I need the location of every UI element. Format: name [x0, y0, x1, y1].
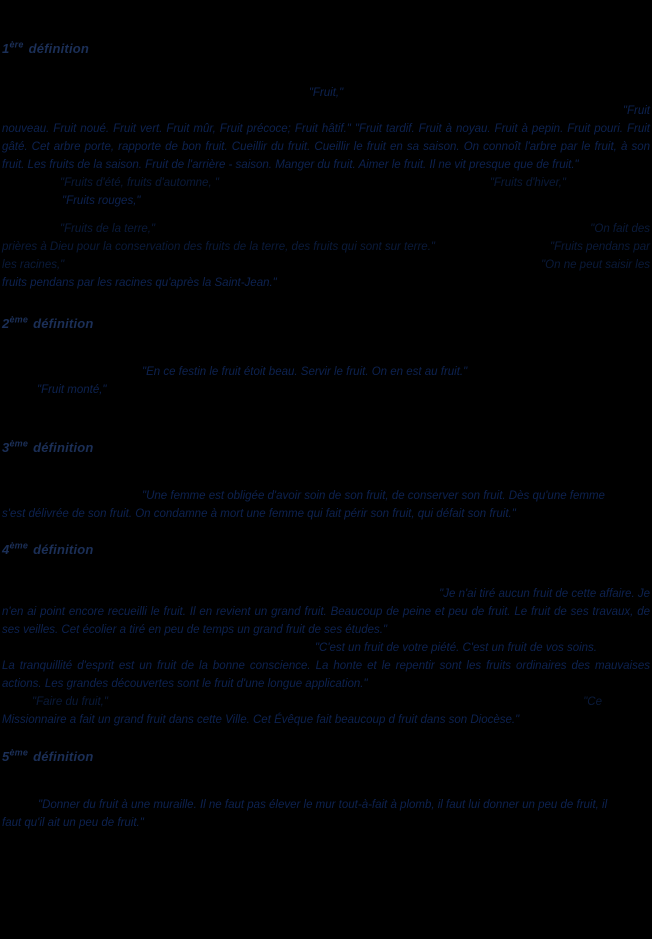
definition-heading-1	[0, 40, 652, 56]
top-spacer	[0, 0, 652, 40]
spacer	[0, 729, 652, 747]
entry-line: faut qu'il ait un peu de fruit."	[2, 816, 144, 829]
entry-paragraph: La tranquillité d'esprit est un fruit de la bonne conscience. La honte et le repentir sont les fruits ordinaires des mauvaises actions. Les grandes découvertes sont le fruit d'une longue application."	[2, 660, 650, 691]
entry-line: "Donner du fruit à une muraille. Il ne faut pas élever le mur tout-à-fait à plomb, il faut lui donner un peu de fruit, il	[38, 798, 608, 811]
spacer	[0, 331, 652, 363]
spacer	[0, 523, 652, 541]
definition-label-2: définition	[33, 315, 94, 331]
definition-heading-3	[0, 439, 652, 455]
spacer	[0, 764, 652, 796]
entry-line: "Fruit monté,"	[37, 383, 107, 396]
entry-line-split	[0, 238, 652, 256]
definition-heading-4	[0, 541, 652, 557]
definition-label-3: définition	[33, 439, 94, 455]
entry-line-split	[0, 256, 652, 274]
spacer	[0, 455, 652, 487]
entry-segment: "On ne peut saisir les	[541, 259, 650, 272]
entry-line: "Je n'ai tiré aucun fruit de cette affaire. Je	[439, 588, 650, 601]
entry-segment: "Ce	[583, 696, 602, 709]
entry-segment: les racines,"	[2, 259, 65, 272]
entry-segment: "Fruits de la terre,"	[60, 223, 156, 236]
definition-ordinal-3: 3ème	[2, 438, 29, 455]
entry-line: "Fruits rouges,"	[62, 195, 141, 208]
entry-line: "Une femme est obligée d'avoir soin de son fruit, de conserver son fruit. Dès qu'une femme	[142, 489, 605, 502]
entry-line-split	[0, 220, 652, 238]
entry-segment: "Fruits pendans par	[550, 241, 650, 254]
definition-label-5: définition	[33, 748, 94, 764]
entry-line: s'est délivrée de son fruit. On condamne à mort une femme qui fait périr son fruit, qui défait son fruit."	[2, 507, 516, 520]
entry-line: "Fruit,"	[308, 87, 344, 100]
entry-paragraph: n'en ai point encore recueilli le fruit. Il en revient un grand fruit. Beaucoup de peine et peu de fruit. Le fruit de ses travaux, de ses veilles. Cet écolier a tiré en peu de temps un grand fruit de ses études."	[2, 606, 650, 637]
entry-line-split	[0, 174, 652, 192]
definition-ordinal-5: 5ème	[2, 747, 29, 764]
definition-label-4: définition	[33, 542, 94, 558]
entry-line: "Fruit	[622, 105, 650, 118]
spacer	[0, 56, 652, 84]
spacer	[0, 210, 652, 220]
entry-line: "C'est un fruit de votre piété. C'est un fruit de vos soins.	[314, 642, 597, 655]
definition-ordinal-4: 4ème	[2, 540, 29, 558]
entry-segment: prières à Dieu pour la conservation des fruits de la terre, des fruits qui sont sur terre."	[2, 241, 435, 254]
definition-ordinal-1: 1ère	[2, 40, 24, 57]
definition-ordinal-2: 2ème	[2, 314, 29, 331]
spacer	[0, 557, 652, 585]
spacer	[0, 292, 652, 314]
spacer	[0, 399, 652, 439]
entry-segment: "Faire du fruit,"	[32, 696, 108, 709]
entry-segment: "On fait des	[590, 223, 650, 236]
definition-label-1: définition	[28, 41, 90, 57]
entry-line: fruits pendans par les racines qu'après la Saint-Jean."	[2, 277, 277, 290]
entry-line: "En ce festin le fruit étoit beau. Servir le fruit. On en est au fruit."	[142, 365, 468, 378]
entry-segment: "Fruits d'été, fruits d'automne, "	[60, 177, 219, 190]
entry-paragraph: nouveau. Fruit noué. Fruit vert. Fruit mûr, Fruit précoce; Fruit hâtif." "Fruit tardif. Fruit à noyau. Fruit à pepin. Fruit pouri. Fruit gâté. Cet arbre porte, rapporte de bon fruit. Cueillir du fruit. Cueillir le fruit en sa saison. On connoît l'arbre par le fruit, à son fruit. Les fruits de la saison. Fruit de l'arrière - saison. Manger du fruit. Aimer le fruit. Il ne vit presque que de fruit."	[2, 123, 650, 172]
definition-heading-2	[0, 314, 652, 330]
entry-segment: "Fruits d'hiver,"	[489, 177, 566, 190]
definition-heading-5	[0, 747, 652, 763]
entry-line-split	[0, 693, 652, 711]
entry-line: Missionnaire a fait un grand fruit dans cette Ville. Cet Évêque fait beaucoup d fruit dans son Diocèse."	[2, 714, 520, 727]
